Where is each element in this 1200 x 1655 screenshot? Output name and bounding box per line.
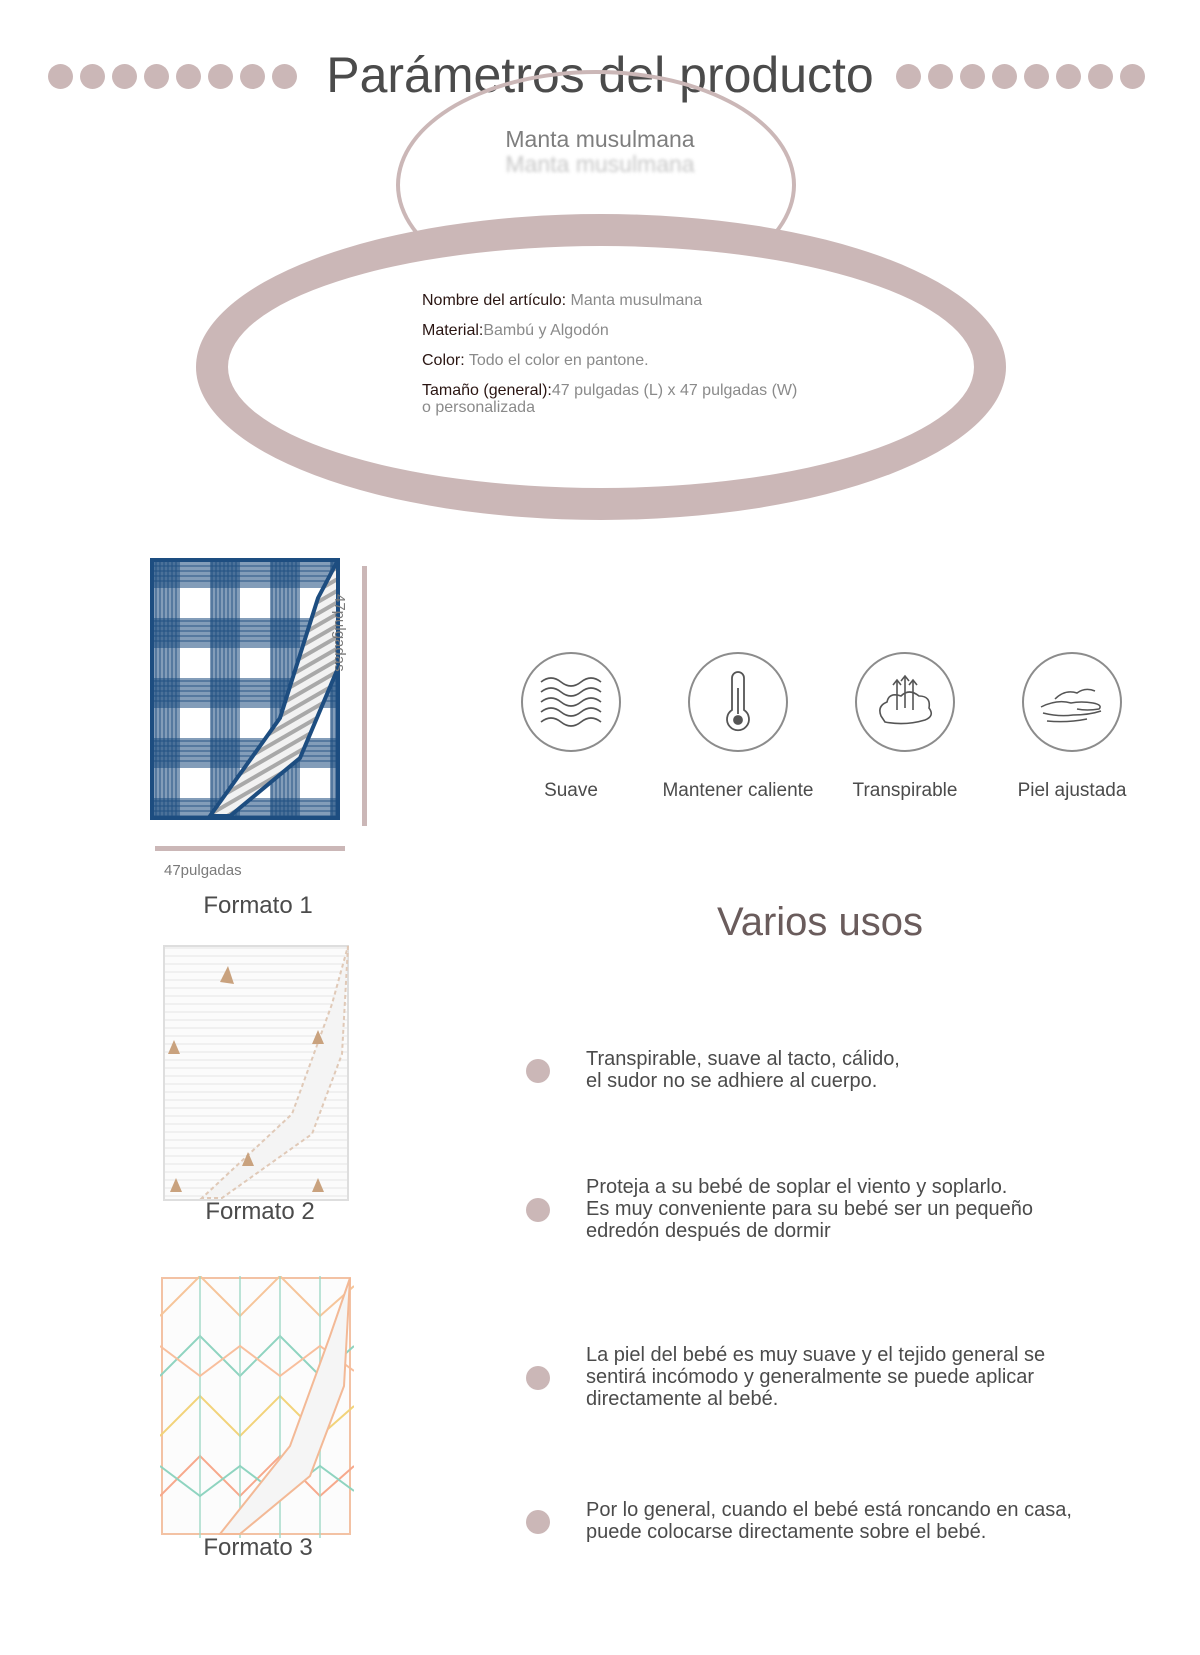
product-subtitle: Manta musulmana (505, 126, 695, 152)
spec-row (422, 292, 822, 309)
decor-dot (1088, 64, 1113, 89)
feature-skin (987, 652, 1157, 802)
spec-value: Todo el color en pantone. (468, 352, 649, 369)
decor-dot (1024, 64, 1049, 89)
use-bullet (526, 1059, 550, 1083)
decor-dot (928, 64, 953, 89)
decor-dot (240, 64, 265, 89)
feature-label: Transpirable (852, 780, 958, 801)
hand-icon (1022, 652, 1122, 752)
decor-dot (1120, 64, 1145, 89)
feature-label: Piel ajustada (1017, 780, 1127, 801)
uses-title: Varios usos (716, 900, 923, 944)
thermometer-icon (688, 652, 788, 752)
spec-sep: : (478, 322, 484, 339)
decor-dot (80, 64, 105, 89)
feature-label: Suave (544, 780, 598, 801)
feature-label: Mantener caliente (662, 780, 814, 801)
use-bullet (526, 1510, 550, 1534)
spec-key: Color (422, 352, 461, 369)
decor-dot (896, 64, 921, 89)
spec-key: Nombre del artículo (422, 292, 562, 309)
format-label-2: Formato 2 (205, 1198, 315, 1225)
decor-dot (208, 64, 233, 89)
decor-dot (112, 64, 137, 89)
spec-row (422, 382, 802, 416)
blanket-image-plaid (150, 558, 346, 822)
waves-icon (521, 652, 621, 752)
format-label-1: Formato 1 (203, 892, 313, 919)
spec-sep: : (547, 382, 552, 399)
use-item: Proteja a su bebé de soplar el viento y soplarlo. Es muy conveniente para su bebé ser un pequeño edredón después de dormir (586, 1176, 1033, 1242)
use-item: La piel del bebé es muy suave y el tejido general se sentirá incómodo y generalmente se puede aplicar directamente al bebé. (586, 1344, 1046, 1410)
spec-key: Tamaño (general) (422, 382, 548, 399)
feature-soft (486, 652, 656, 802)
use-item: Por lo general, cuando el bebé está roncando en casa, puede colocarse directamente sobre el bebé. (586, 1499, 1072, 1543)
decor-dot (960, 64, 985, 89)
spec-value: 47 pulgadas (L) x 47 pulgadas (W) o personalizada (422, 382, 798, 416)
decor-dot (1056, 64, 1081, 89)
product-subtitle-reflection: Manta musulmana (505, 151, 695, 177)
breathable-icon (855, 652, 955, 752)
spec-row (422, 352, 822, 369)
feature-warm (653, 652, 823, 802)
blanket-image-geometric (160, 1276, 354, 1538)
decor-dot (48, 64, 73, 89)
spec-sep: : (460, 352, 469, 369)
decor-dot (144, 64, 169, 89)
spec-value: Manta musulmana (570, 292, 703, 309)
height-measure-label: 47pulgadas (331, 594, 348, 672)
spec-key: Material (422, 322, 479, 339)
decor-dot (992, 64, 1017, 89)
use-bullet (526, 1198, 550, 1222)
use-item: Transpirable, suave al tacto, cálido, el sudor no se adhiere al cuerpo. (586, 1048, 900, 1092)
page-title: Parámetros del producto (326, 47, 874, 103)
spec-row (422, 322, 822, 339)
decor-dot (272, 64, 297, 89)
use-bullet (526, 1366, 550, 1390)
height-measure-line (362, 566, 367, 826)
feature-breathable (820, 652, 990, 802)
width-measure-label: 47pulgadas (164, 862, 242, 879)
width-measure-line (155, 846, 345, 851)
blanket-image-triangles (162, 944, 352, 1204)
decor-dot (176, 64, 201, 89)
spec-sep: : (561, 292, 571, 309)
format-label-3: Formato 3 (203, 1534, 313, 1561)
spec-value: Bambú y Algodón (483, 322, 609, 339)
